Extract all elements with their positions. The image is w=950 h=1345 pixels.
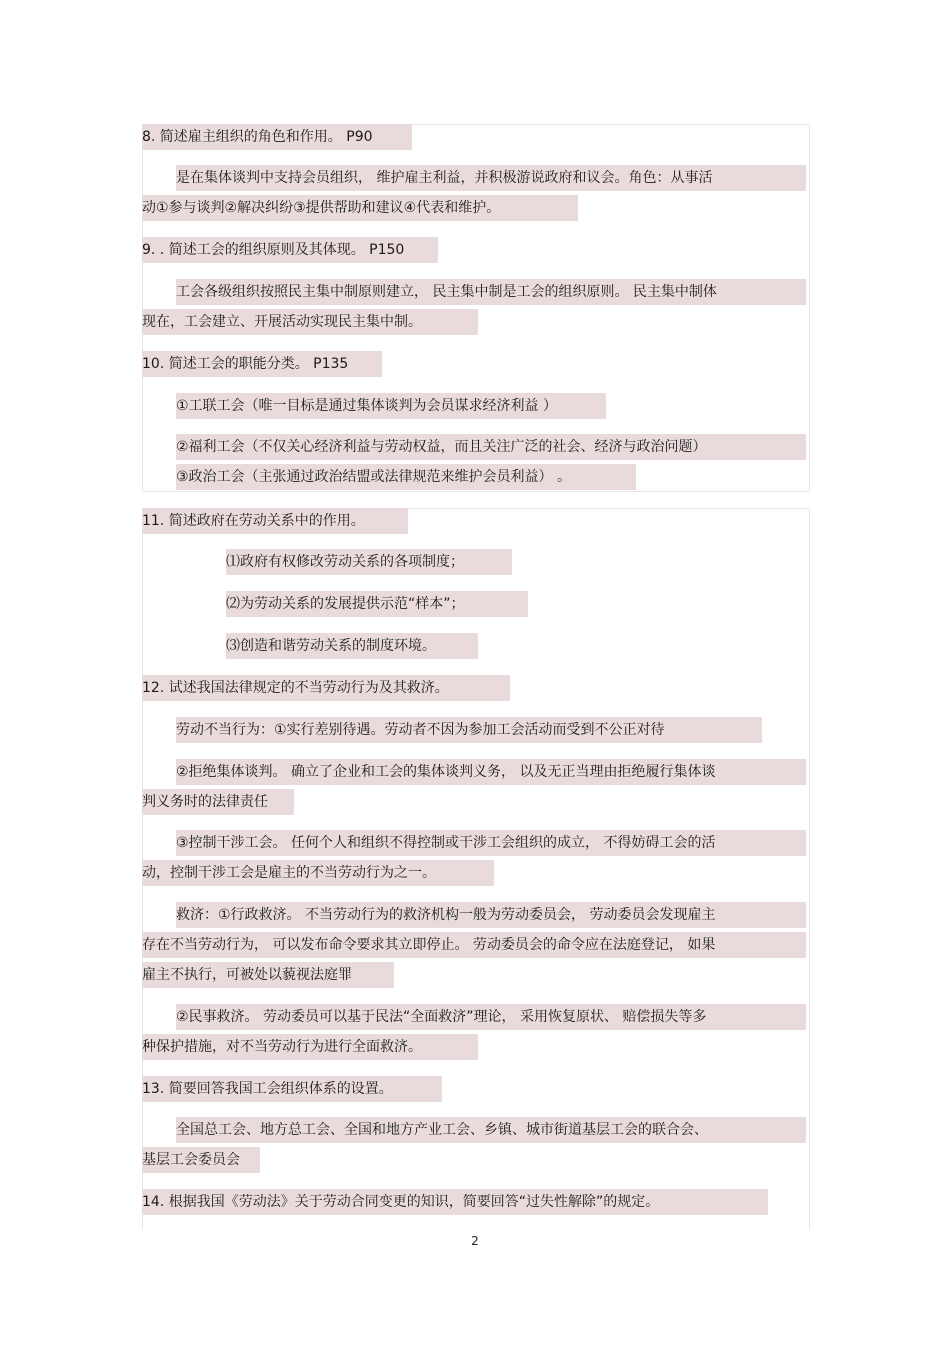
question-10-answer-line-2: ②福利工会（不仅关心经济利益与劳动权益，而且关注广泛的社会、经济与政治问题） bbox=[176, 434, 806, 460]
question-10-heading: 10. 简述工会的职能分类。 P135 bbox=[142, 351, 382, 377]
question-13-answer-line-1: 全国总工会、地方总工会、全国和地方产业工会、乡镇、城市街道基层工会的联合会、 bbox=[176, 1117, 806, 1143]
question-14-heading: 14. 根据我国《劳动法》关于劳动合同变更的知识，简要回答“过失性解除”的规定。 bbox=[142, 1189, 768, 1215]
question-12-answer-line-1: 劳动不当行为：①实行差别待遇。劳动者不因为参加工会活动而受到不公正对待 bbox=[176, 717, 762, 743]
question-9-answer-line-1: 工会各级组织按照民主集中制原则建立， 民主集中制是工会的组织原则。 民主集中制体 bbox=[176, 279, 806, 305]
question-12-answer-line-3: 判义务时的法律责任 bbox=[142, 789, 294, 815]
question-12-answer-line-7: 存在不当劳动行为， 可以发布命令要求其立即停止。 劳动委员会的命令应在法庭登记， 如果 bbox=[142, 932, 806, 958]
question-12-answer-line-6: 救济：①行政救济。 不当劳动行为的救济机构一般为劳动委员会， 劳动委员会发现雇主 bbox=[176, 902, 806, 928]
question-9-answer-line-2: 现在，工会建立、开展活动实现民主集中制。 bbox=[142, 309, 478, 335]
page-number: 2 bbox=[471, 1234, 479, 1248]
question-12-answer-line-4: ③控制干涉工会。 任何个人和组织不得控制或干涉工会组织的成立， 不得妨碍工会的活 bbox=[176, 830, 806, 856]
question-10-answer-line-3: ③政治工会（主张通过政治结盟或法律规范来维护会员利益） 。 bbox=[176, 464, 636, 490]
question-12-answer-line-9: ②民事救济。 劳动委员可以基于民法“全面救济”理论， 采用恢复原状、 赔偿损失等多 bbox=[176, 1004, 806, 1030]
question-12-answer-line-10: 种保护措施，对不当劳动行为进行全面救济。 bbox=[142, 1034, 478, 1060]
question-8-answer-line-1: 是在集体谈判中支持会员组织， 维护雇主利益，并积极游说政府和议会。角色：从事活 bbox=[176, 165, 806, 191]
question-11-heading: 11. 简述政府在劳动关系中的作用。 bbox=[142, 508, 408, 534]
question-13-answer-line-2: 基层工会委员会 bbox=[142, 1147, 260, 1173]
question-8-answer-line-2: 动①参与谈判②解决纠纷③提供帮助和建议④代表和维护。 bbox=[142, 195, 578, 221]
question-11-answer-line-1: ⑴政府有权修改劳动关系的各项制度； bbox=[226, 549, 512, 575]
question-11-answer-line-2: ⑵为劳动关系的发展提供示范“样本”； bbox=[226, 591, 528, 617]
question-8-heading: 8. 简述雇主组织的角色和作用。 P90 bbox=[142, 124, 412, 150]
question-10-answer-line-1: ①工联工会（唯一目标是通过集体谈判为会员谋求经济利益 ） bbox=[176, 393, 606, 419]
question-12-answer-line-8: 雇主不执行，可被处以藐视法庭罪 bbox=[142, 962, 394, 988]
question-9-heading: 9. . 简述工会的组织原则及其体现。 P150 bbox=[142, 237, 438, 263]
question-13-heading: 13. 简要回答我国工会组织体系的设置。 bbox=[142, 1076, 442, 1102]
question-11-answer-line-3: ⑶创造和谐劳动关系的制度环境。 bbox=[226, 633, 478, 659]
question-12-answer-line-2: ②拒绝集体谈判。 确立了企业和工会的集体谈判义务， 以及无正当理由拒绝履行集体谈 bbox=[176, 759, 806, 785]
question-12-heading: 12. 试述我国法律规定的不当劳动行为及其救济。 bbox=[142, 675, 510, 701]
question-12-answer-line-5: 动，控制干涉工会是雇主的不当劳动行为之一。 bbox=[142, 860, 494, 886]
